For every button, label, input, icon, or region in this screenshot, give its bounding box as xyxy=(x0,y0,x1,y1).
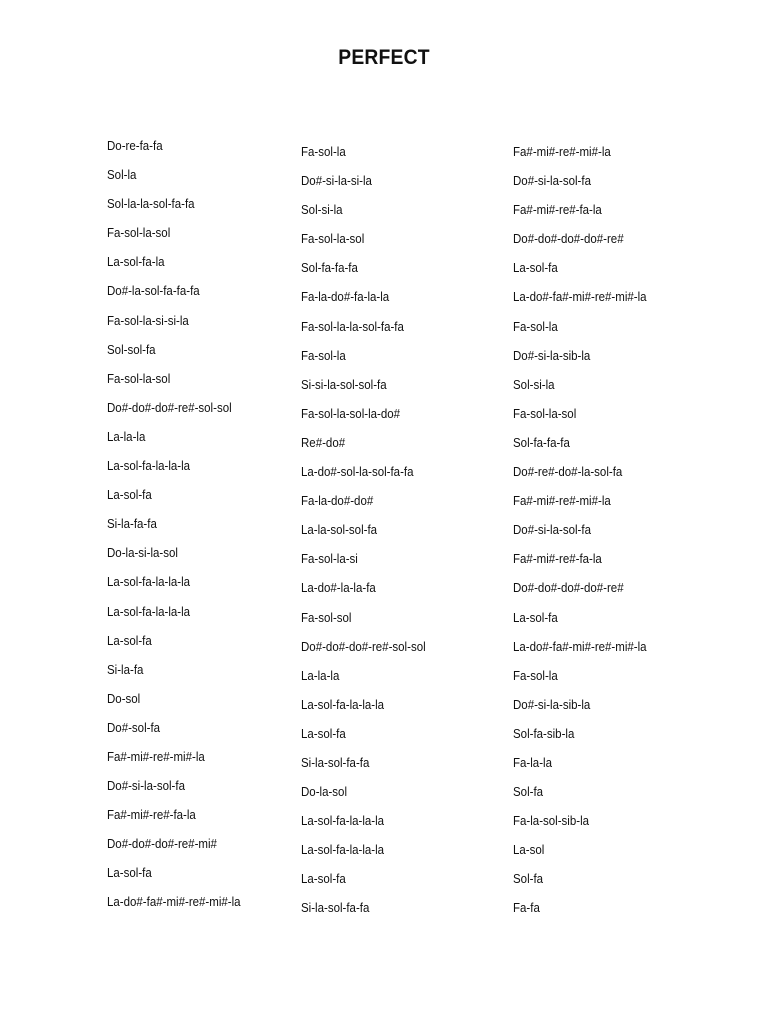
note-line: La-do#-sol-la-sol-fa-fa xyxy=(301,465,414,480)
note-line: Do#-si-la-si-la xyxy=(301,174,372,189)
note-line: Do-sol xyxy=(107,691,141,706)
note-line: La-la-la xyxy=(301,668,340,683)
note-line: Do#-do#-do#-re#-sol-sol xyxy=(107,400,232,415)
note-line: Fa-sol-la-sol xyxy=(301,232,365,247)
note-line: Do#-si-la-sib-la xyxy=(513,348,591,363)
note-line: La-do#-la-la-fa xyxy=(301,581,376,596)
note-line: Si-la-fa-fa xyxy=(107,517,157,532)
note-line: Fa-sol-la xyxy=(301,145,346,159)
note-line: Fa-sol-la xyxy=(301,348,346,363)
notes-column-1 xyxy=(107,132,252,918)
note-line: La-la-la xyxy=(107,429,146,444)
note-line: Fa#-mi#-re#-mi#-la xyxy=(107,749,205,764)
note-line: Fa-sol-la xyxy=(513,668,558,683)
note-line: Fa-sol-la xyxy=(513,319,558,334)
note-line: La-sol-fa-la-la-la xyxy=(107,459,191,474)
note-line: Fa-sol-la-si-si-la xyxy=(107,313,189,328)
note-line: Sol-fa-fa-fa xyxy=(301,261,358,276)
note-line: Do#-re#-do#-la-sol-fa xyxy=(513,465,623,480)
note-line: Fa-sol-la-sol-la-do# xyxy=(301,406,401,421)
note-line: Do-la-si-la-sol xyxy=(107,546,178,561)
note-line: Sol-fa xyxy=(513,785,544,800)
note-line: Do-la-sol xyxy=(301,785,348,800)
note-line: Sol-sol-fa xyxy=(107,342,156,357)
note-line: Do#-do#-do#-re#-sol-sol xyxy=(301,639,426,654)
note-line: Sol-fa-fa-fa xyxy=(513,435,570,450)
note-line: La-sol-fa-la-la-la xyxy=(107,575,191,590)
note-line: La-sol-fa xyxy=(513,261,558,276)
note-line: La-do#-fa#-mi#-re#-mi#-la xyxy=(513,290,647,305)
note-line: Do-re-fa-fa xyxy=(107,139,163,153)
note-line: Si-la-sol-fa-fa xyxy=(301,901,370,916)
note-line: Fa-sol-la-si xyxy=(301,552,358,567)
note-line: Sol-fa-sib-la xyxy=(513,726,575,741)
note-line: Do#-do#-do#-do#-re# xyxy=(513,232,624,247)
note-line: Si-la-fa xyxy=(107,662,144,677)
note-line: Do#-do#-do#-re#-mi# xyxy=(107,837,217,852)
note-line: La-sol-fa xyxy=(301,726,346,741)
note-line: La-sol-fa-la-la-la xyxy=(301,697,385,712)
note-line: La-sol-fa xyxy=(107,488,152,503)
note-line: Sol-si-la xyxy=(301,203,343,218)
notes-column-3 xyxy=(513,138,658,924)
note-line: Si-la-sol-fa-fa xyxy=(301,755,370,770)
note-line: Re#-do# xyxy=(301,435,346,450)
note-line: La-sol-fa xyxy=(107,866,152,881)
note-line: La-la-sol-sol-fa xyxy=(301,523,378,538)
note-line: Si-si-la-sol-sol-fa xyxy=(301,377,387,392)
note-line: Fa-la-do#-fa-la-la xyxy=(301,290,390,305)
note-line: La-sol-fa xyxy=(513,610,558,625)
note-line: Fa#-mi#-re#-fa-la xyxy=(513,552,602,567)
note-line: Do#-la-sol-fa-fa-fa xyxy=(107,284,200,299)
note-line: Do#-si-la-sol-fa xyxy=(513,523,591,538)
note-line: La-sol-fa xyxy=(107,633,152,648)
page-title: PERFECT xyxy=(338,46,430,69)
note-line: La-sol-fa-la xyxy=(107,255,165,270)
note-line: Fa#-mi#-re#-fa-la xyxy=(513,203,602,218)
note-line: Fa-la-la xyxy=(513,755,552,770)
note-line: Fa-la-sol-sib-la xyxy=(513,814,590,829)
note-line: Do#-si-la-sol-fa xyxy=(107,779,185,794)
note-line: Sol-fa xyxy=(513,872,544,887)
note-line: Do#-do#-do#-do#-re# xyxy=(513,581,624,596)
note-line: Fa-sol-la-sol xyxy=(107,371,171,386)
note-line: Sol-si-la xyxy=(513,377,555,392)
note-line: Fa-sol-sol xyxy=(301,610,352,625)
note-line: La-do#-fa#-mi#-re#-mi#-la xyxy=(513,639,647,654)
note-line: Do#-sol-fa xyxy=(107,720,161,735)
note-line: La-sol xyxy=(513,843,545,858)
note-line: La-do#-fa#-mi#-re#-mi#-la xyxy=(107,895,241,910)
note-line: Fa-fa xyxy=(513,901,540,916)
note-line: Fa-sol-la-sol xyxy=(513,406,577,421)
note-line: La-sol-fa-la-la-la xyxy=(107,604,191,619)
note-line: Sol-la-la-sol-fa-fa xyxy=(107,197,195,212)
notes-column-2 xyxy=(301,138,436,924)
note-line: Sol-la xyxy=(107,168,137,183)
note-line: Fa#-mi#-re#-fa-la xyxy=(107,808,196,823)
note-line: Fa-sol-la-la-sol-fa-fa xyxy=(301,319,404,334)
note-line: Fa#-mi#-re#-mi#-la xyxy=(513,145,611,159)
note-line: Do#-si-la-sib-la xyxy=(513,697,591,712)
note-line: La-sol-fa xyxy=(301,872,346,887)
note-line: La-sol-fa-la-la-la xyxy=(301,814,385,829)
note-line: La-sol-fa-la-la-la xyxy=(301,843,385,858)
note-line: Fa-la-do#-do# xyxy=(301,494,374,509)
note-line: Do#-si-la-sol-fa xyxy=(513,174,591,189)
note-line: Fa-sol-la-sol xyxy=(107,226,171,241)
note-line: Fa#-mi#-re#-mi#-la xyxy=(513,494,611,509)
